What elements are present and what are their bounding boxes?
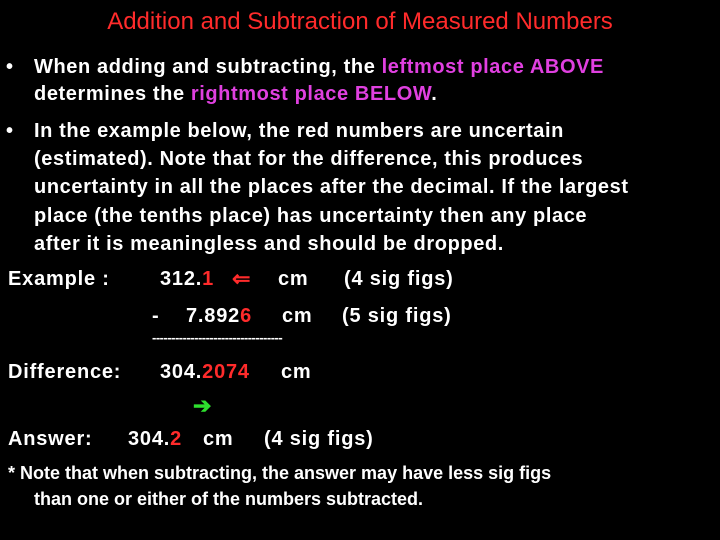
unit-cm: cm — [282, 305, 313, 327]
divider-dashes: ---------------------------------- — [152, 330, 283, 345]
footnote-line2: than one or either of the numbers subtracted. — [34, 489, 424, 509]
answer-sig-figs: (4 sig figs) — [264, 428, 374, 450]
bullet2-line: (estimated). Note that for the difference, this produces — [34, 148, 584, 170]
sig-figs-2: (5 sig figs) — [342, 305, 452, 327]
unit-cm: cm — [281, 361, 312, 383]
left-arrow-icon: ⇐ — [232, 266, 252, 291]
page-title: Addition and Subtraction of Measured Numbers — [107, 8, 613, 35]
uncertain-digits: 2074 — [202, 361, 250, 383]
bullet1-text: When adding and subtracting, the — [34, 56, 382, 78]
answer-value — [128, 428, 182, 451]
certain-digits: 304. — [160, 361, 203, 383]
bullet2-line: place (the tenths place) has uncertainty then any place — [34, 205, 588, 227]
bullet2-line: after it is meaningless and should be dropped. — [34, 233, 504, 255]
bullet1-highlight-above: leftmost place ABOVE — [381, 56, 604, 78]
bullet1-period: . — [431, 83, 438, 105]
bullet-marker: • — [6, 120, 14, 142]
right-arrow-icon: ➔ — [193, 393, 212, 418]
sig-figs-1: (4 sig figs) — [344, 268, 454, 290]
bullet2-line: In the example below, the red numbers are uncertain — [34, 120, 564, 142]
certain-digits: 312. — [160, 268, 203, 290]
certain-digits: 304. — [128, 428, 171, 450]
bullet-marker: • — [6, 56, 14, 78]
unit-cm: cm — [278, 268, 309, 290]
bullet1-line1 — [34, 54, 604, 81]
answer-label: Answer: — [8, 428, 93, 450]
bullet1-text: determines the — [34, 83, 191, 105]
minus-sign: - — [152, 305, 160, 327]
example-label: Example : — [8, 268, 110, 290]
difference-value — [160, 361, 250, 384]
certain-digits: 7.892 — [186, 305, 241, 327]
bullet1-line2 — [34, 81, 437, 108]
example-number-2 — [186, 305, 252, 328]
example-number-1 — [160, 268, 214, 291]
unit-cm: cm — [203, 428, 234, 450]
bullet1-highlight-below: rightmost place BELOW — [190, 83, 432, 105]
difference-label: Difference: — [8, 361, 122, 383]
uncertain-digit: 1 — [202, 268, 215, 290]
uncertain-digit: 2 — [170, 428, 183, 450]
uncertain-digit: 6 — [240, 305, 252, 327]
bullet2-line: uncertainty in all the places after the decimal. If the largest — [34, 176, 629, 198]
footnote-line1: * Note that when subtracting, the answer may have less sig figs — [8, 463, 552, 483]
